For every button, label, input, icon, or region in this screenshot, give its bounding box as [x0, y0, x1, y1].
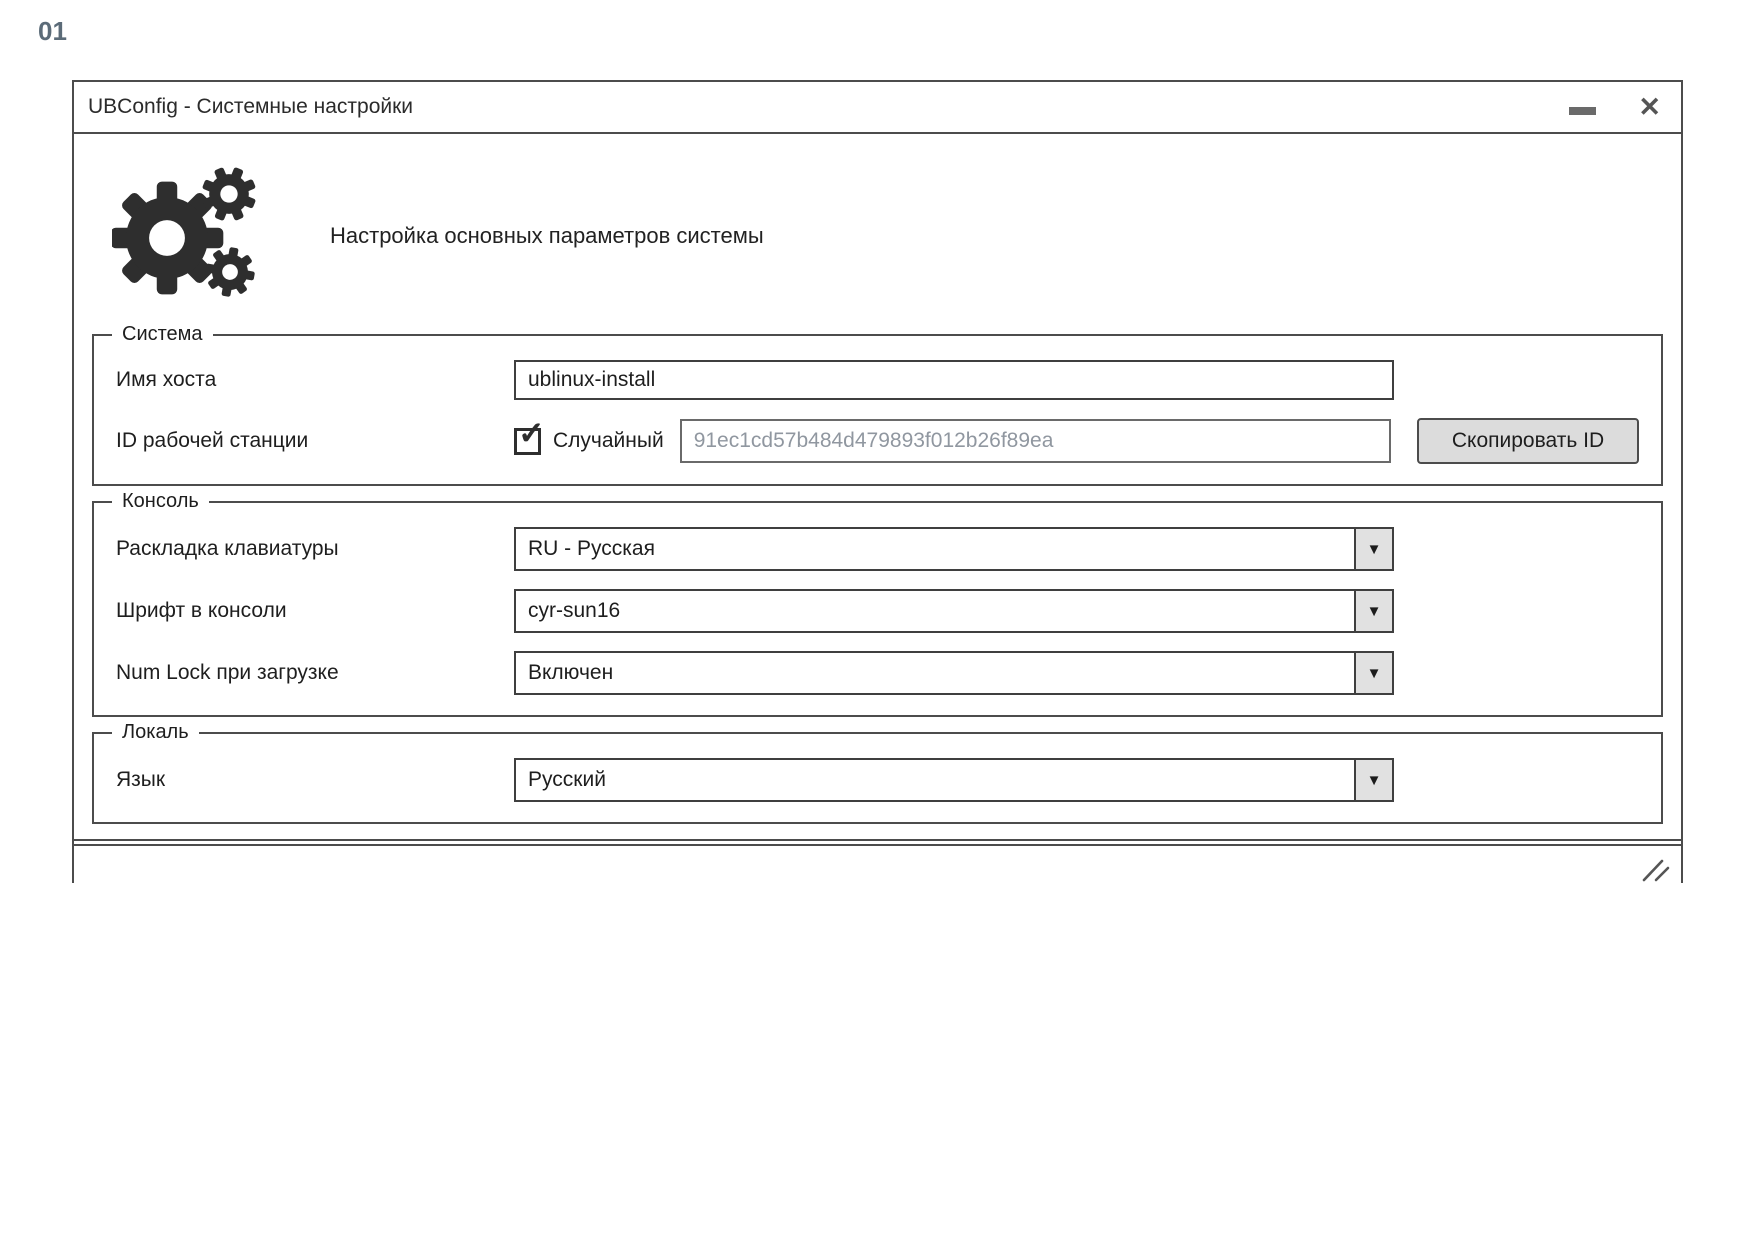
- close-button[interactable]: [1634, 90, 1665, 125]
- chevron-down-icon[interactable]: [1354, 591, 1392, 631]
- dialog-subtitle: Настройка основных параметров системы: [330, 223, 764, 248]
- settings-gears-icon: [112, 156, 270, 316]
- window-title: UBConfig - Системные настройки: [88, 95, 414, 118]
- minimize-button[interactable]: [1565, 95, 1600, 119]
- random-checkbox-label: Случайный: [553, 429, 664, 452]
- dialog-header: [92, 152, 1663, 320]
- hostname-input[interactable]: [514, 360, 1394, 400]
- window-content: [74, 134, 1681, 841]
- keyboard-layout-value: RU - Русская: [528, 537, 655, 560]
- statusbar: [74, 844, 1681, 888]
- chevron-down-glyph: ▼: [1366, 602, 1382, 620]
- group-locale-legend: Локаль: [112, 721, 199, 744]
- resize-grip-icon[interactable]: [1641, 858, 1671, 882]
- group-console: [92, 490, 1663, 717]
- console-font-label: Шрифт в консоли: [116, 599, 287, 622]
- titlebar: [74, 82, 1681, 134]
- hostname-label: Имя хоста: [116, 368, 217, 391]
- chevron-down-glyph: ▼: [1366, 540, 1382, 558]
- group-system-legend: Система: [112, 323, 213, 346]
- ubconfig-window: [72, 80, 1683, 883]
- copy-id-button[interactable]: Скопировать ID: [1417, 418, 1639, 464]
- language-label: Язык: [116, 768, 166, 791]
- console-font-value: cyr-sun16: [528, 599, 621, 622]
- chevron-down-glyph: ▼: [1366, 664, 1382, 682]
- chevron-down-icon[interactable]: [1354, 653, 1392, 693]
- console-font-row: [116, 589, 1639, 633]
- keyboard-layout-row: [116, 527, 1639, 571]
- workstation-id-input[interactable]: [680, 419, 1391, 463]
- chevron-down-glyph: ▼: [1366, 771, 1382, 789]
- language-value: Русский: [528, 768, 606, 791]
- hostname-row: [116, 360, 1639, 400]
- language-row: [116, 758, 1639, 802]
- chevron-down-icon[interactable]: [1354, 760, 1392, 800]
- close-icon: ✕: [1638, 91, 1661, 122]
- group-system: [92, 323, 1663, 486]
- workstation-id-row: [116, 414, 1639, 464]
- minimize-icon: [1569, 107, 1596, 115]
- numlock-label: Num Lock при загрузке: [116, 661, 339, 684]
- keyboard-layout-label: Раскладка клавиатуры: [116, 537, 339, 560]
- numlock-select[interactable]: [514, 651, 1394, 695]
- checkmark-icon: ✓: [518, 414, 545, 451]
- language-select[interactable]: [514, 758, 1394, 802]
- window-controls: [1565, 90, 1665, 125]
- workstation-id-label: ID рабочей станции: [116, 429, 309, 452]
- numlock-value: Включен: [528, 661, 614, 684]
- chevron-down-icon[interactable]: [1354, 529, 1392, 569]
- keyboard-layout-select[interactable]: [514, 527, 1394, 571]
- console-font-select[interactable]: [514, 589, 1394, 633]
- figure-label: 01: [38, 16, 67, 46]
- numlock-row: [116, 651, 1639, 695]
- group-console-legend: Консоль: [112, 490, 209, 513]
- random-checkbox[interactable]: [514, 414, 545, 455]
- group-locale: [92, 721, 1663, 824]
